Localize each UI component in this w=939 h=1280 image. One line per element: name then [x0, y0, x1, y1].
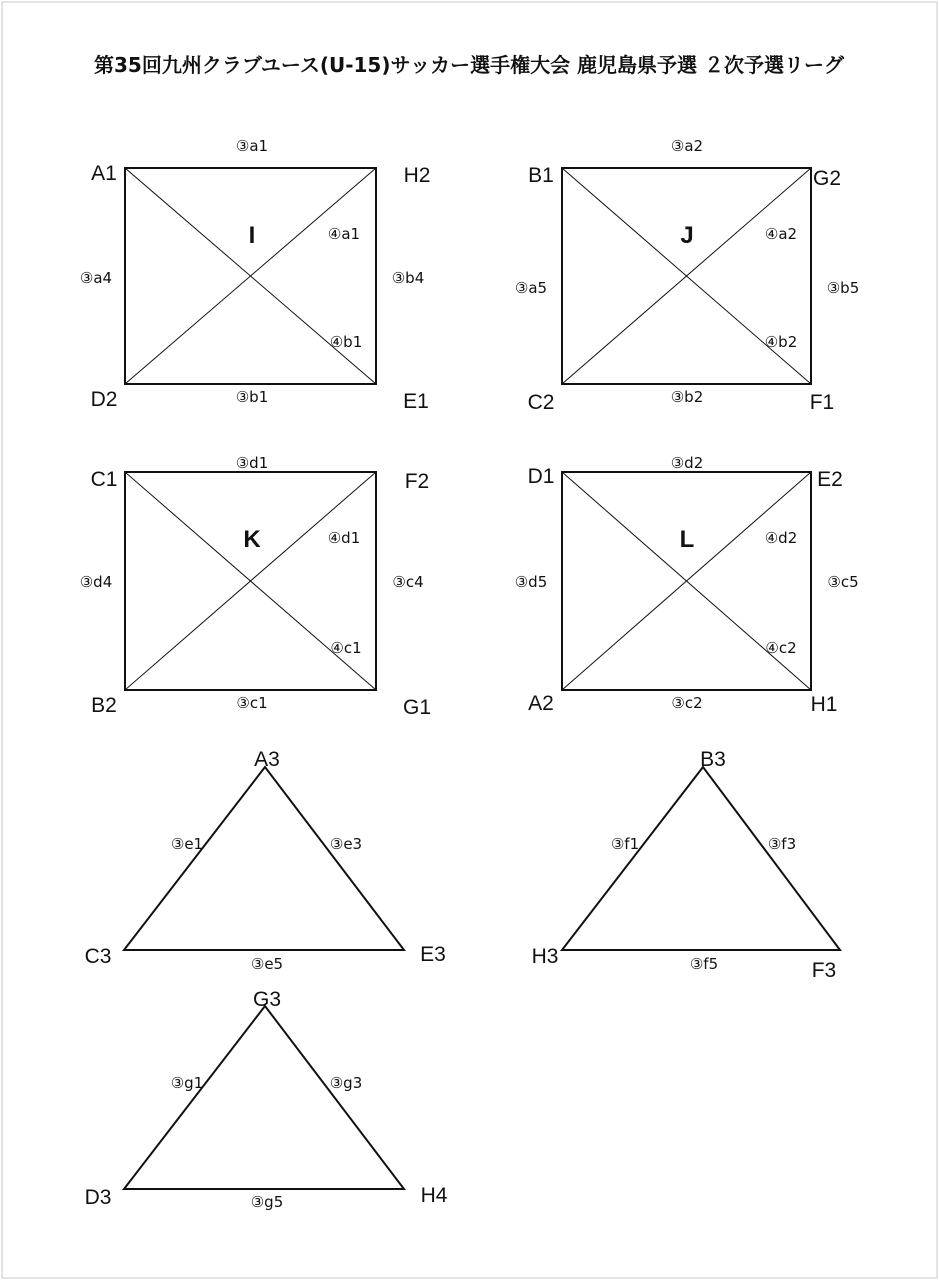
- triangle-2-vertex-apex: B3: [700, 748, 726, 771]
- square-i-match-diagonal-upper: ④a1: [327, 225, 361, 243]
- square-i-match-diagonal-lower: ④b1: [329, 333, 363, 351]
- square-i-match-bottom: ③b1: [235, 388, 269, 406]
- square-k-match-right: ③c4: [392, 573, 424, 591]
- square-k-match-left: ③d4: [79, 573, 113, 591]
- square-i-group-label: I: [248, 222, 256, 249]
- page-title: 第35回九州クラブユース(U-15)サッカー選手権大会 鹿児島県予選 ２次予選リーグ: [93, 53, 845, 77]
- triangle-3-vertex-bottom-right: H4: [420, 1184, 448, 1207]
- square-group-i: [80, 137, 431, 413]
- square-j-match-right: ③b5: [826, 279, 860, 297]
- square-j-vertex-top-right: G2: [812, 167, 842, 190]
- triangle-1-vertex-apex: A3: [254, 748, 280, 771]
- triangle-3-vertex-bottom-left: D3: [84, 1186, 112, 1209]
- square-l-match-diagonal-lower: ④c2: [765, 639, 797, 657]
- page-border: [2, 2, 937, 1278]
- square-j-group-label: J: [680, 222, 694, 249]
- triangle-1-match-right: ③e3: [329, 835, 363, 853]
- square-j-match-left: ③a5: [514, 279, 548, 297]
- square-k-match-top: ③d1: [235, 454, 269, 472]
- triangle-group-2: [532, 748, 840, 982]
- square-l-match-bottom: ③c2: [671, 694, 703, 712]
- square-j-vertex-bottom-right: F1: [809, 391, 835, 414]
- square-k-vertex-top-left: C1: [90, 468, 118, 491]
- square-i-vertex-top-right: H2: [403, 164, 431, 187]
- square-j-match-diagonal-upper: ④a2: [764, 225, 798, 243]
- square-j-match-diagonal-lower: ④b2: [764, 333, 798, 351]
- triangle-3-match-left: ③g1: [170, 1074, 204, 1092]
- triangle-1-match-bottom: ③e5: [250, 955, 284, 973]
- triangle-2-vertex-bottom-left: H3: [531, 945, 559, 968]
- triangle-2-match-left: ③f1: [610, 835, 640, 853]
- triangle-1-shape: [124, 767, 404, 950]
- square-group-l: [515, 454, 859, 716]
- triangle-1-match-left: ③e1: [170, 835, 204, 853]
- triangle-2-shape: [562, 767, 840, 950]
- square-i-match-left: ③a4: [79, 269, 113, 287]
- square-k-vertex-bottom-right: G1: [402, 696, 432, 719]
- square-l-vertex-top-left: D1: [527, 465, 555, 488]
- square-j-vertex-top-left: B1: [528, 164, 554, 187]
- square-k-match-diagonal-lower: ④c1: [330, 639, 362, 657]
- triangle-3-shape: [124, 1006, 404, 1189]
- square-l-match-diagonal-upper: ④d2: [764, 529, 798, 547]
- square-l-vertex-top-right: E2: [817, 468, 843, 491]
- triangle-2-match-bottom: ③f5: [689, 955, 719, 973]
- square-k-group-label: K: [243, 526, 261, 553]
- square-l-match-left: ③d5: [514, 573, 548, 591]
- triangle-3-match-right: ③g3: [329, 1074, 363, 1092]
- square-i-vertex-bottom-right: E1: [403, 390, 429, 413]
- triangle-group-1: [85, 748, 446, 973]
- triangle-3-match-bottom: ③g5: [250, 1193, 284, 1211]
- square-l-vertex-bottom-left: A2: [528, 692, 554, 715]
- square-k-vertex-top-right: F2: [404, 470, 430, 493]
- square-l-vertex-bottom-right: H1: [810, 693, 838, 716]
- triangle-1-vertex-bottom-right: E3: [420, 943, 446, 966]
- square-k-match-bottom: ③c1: [236, 694, 268, 712]
- square-l-match-top: ③d2: [670, 454, 704, 472]
- triangle-1-vertex-bottom-left: C3: [84, 945, 112, 968]
- square-j-match-bottom: ③b2: [670, 388, 704, 406]
- square-i-vertex-top-left: A1: [91, 162, 117, 185]
- square-group-j: [515, 137, 859, 414]
- square-i-vertex-bottom-left: D2: [90, 388, 118, 411]
- square-l-match-right: ③c5: [827, 573, 859, 591]
- square-j-match-top: ③a2: [670, 137, 704, 155]
- triangle-2-vertex-bottom-right: F3: [811, 959, 837, 982]
- square-l-group-label: L: [679, 526, 695, 553]
- square-j-vertex-bottom-left: C2: [527, 391, 555, 414]
- square-i-match-right: ③b4: [391, 269, 425, 287]
- triangle-group-3: [85, 988, 448, 1211]
- square-k-match-diagonal-upper: ④d1: [327, 529, 361, 547]
- square-i-match-top: ③a1: [235, 137, 269, 155]
- square-group-k: [80, 454, 431, 719]
- triangle-3-vertex-apex: G3: [252, 988, 282, 1011]
- square-k-vertex-bottom-left: B2: [91, 694, 117, 717]
- triangle-2-match-right: ③f3: [767, 835, 797, 853]
